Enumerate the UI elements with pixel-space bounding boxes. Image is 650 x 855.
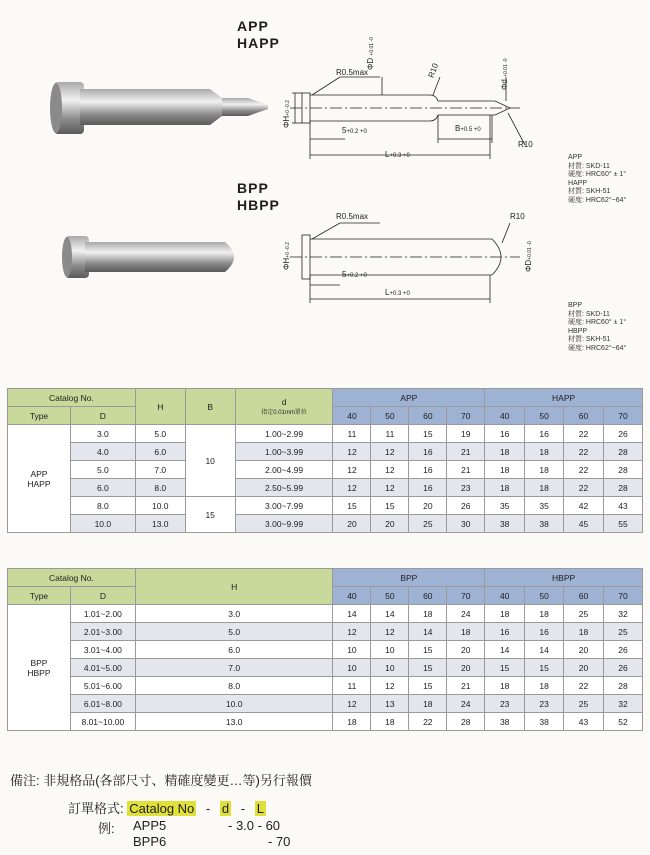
price-cell: 12	[371, 461, 409, 479]
table-row	[8, 515, 643, 533]
bpp-l-label: L+0.3 +0	[385, 288, 410, 297]
price-cell: 24	[447, 695, 485, 713]
bpp-phiH-label: ΦH+0 -0.2	[282, 242, 291, 270]
price-cell: 18	[333, 713, 371, 731]
dia-cell: 3.0	[70, 425, 135, 443]
h-header: H	[135, 569, 333, 605]
h-cell: 13.0	[135, 515, 185, 533]
price-cell: 25	[604, 623, 643, 641]
dia-header: D	[70, 407, 135, 425]
app-happ-table	[7, 388, 643, 533]
d-cell: 3.00~7.99	[235, 497, 333, 515]
len-header: 60	[409, 407, 447, 425]
price-cell: 35	[485, 497, 525, 515]
dia-cell: 8.0	[70, 497, 135, 515]
price-cell: 14	[371, 605, 409, 623]
len-header: 60	[564, 587, 604, 605]
r10-label-a: R10	[426, 62, 441, 79]
price-cell: 45	[564, 515, 604, 533]
price-cell: 12	[371, 623, 409, 641]
d-cell: 2.50~5.99	[235, 479, 333, 497]
price-cell: 14	[485, 641, 525, 659]
bpp-material-note: BPP 材質: SKD-11 硬度: HRC60° ± 1° HBPP 材質: SKH-51 硬度: HRC62°~64°	[568, 302, 627, 352]
bpp-pin-image	[55, 232, 245, 282]
price-cell: 11	[333, 425, 371, 443]
dia-cell: 8.01~10.00	[70, 713, 135, 731]
price-cell: 16	[525, 425, 564, 443]
price-cell: 15	[485, 659, 525, 677]
bpp-r10-label: R10	[510, 212, 525, 221]
phiH-label: ΦH+0 -0.2	[282, 100, 291, 128]
dia-cell: 2.01~3.00	[70, 623, 135, 641]
dia-cell: 6.01~8.00	[70, 695, 135, 713]
group-bpp-header: BPP	[333, 569, 485, 587]
len-header: 70	[604, 407, 643, 425]
catalog-header: Catalog No.	[8, 569, 136, 587]
price-cell: 30	[447, 515, 485, 533]
example-label: 例:	[98, 821, 115, 836]
price-cell: 12	[333, 479, 371, 497]
price-cell: 26	[604, 659, 643, 677]
price-cell: 12	[371, 479, 409, 497]
price-cell: 14	[409, 623, 447, 641]
price-cell: 19	[447, 425, 485, 443]
price-cell: 52	[604, 713, 643, 731]
type-header: Type	[8, 587, 71, 605]
order-d-box: d	[221, 801, 230, 816]
table-row	[8, 497, 643, 515]
price-cell: 10	[333, 641, 371, 659]
len-header: 70	[447, 407, 485, 425]
price-cell: 11	[333, 677, 371, 695]
len-header: 40	[333, 587, 371, 605]
price-cell: 43	[604, 497, 643, 515]
price-cell: 12	[371, 677, 409, 695]
h-cell: 7.0	[135, 461, 185, 479]
price-cell: 38	[485, 713, 525, 731]
h-cell: 8.0	[135, 479, 185, 497]
price-cell: 55	[604, 515, 643, 533]
order-l-box: L	[256, 801, 264, 816]
price-cell: 15	[333, 497, 371, 515]
price-cell: 25	[564, 695, 604, 713]
price-cell: 12	[371, 443, 409, 461]
h-cell: 6.0	[135, 443, 185, 461]
phid-label: Φd +0.01 -0	[500, 58, 509, 90]
dia-header: D	[70, 587, 135, 605]
price-cell: 20	[333, 515, 371, 533]
price-cell: 23	[485, 695, 525, 713]
order-catalog-box: Catalog No	[129, 801, 195, 816]
price-cell: 20	[371, 515, 409, 533]
price-cell: 21	[447, 677, 485, 695]
b-header: B	[185, 389, 235, 425]
price-cell: 18	[525, 461, 564, 479]
dia-cell: 10.0	[70, 515, 135, 533]
price-cell: 14	[525, 641, 564, 659]
len-header: 50	[371, 407, 409, 425]
price-cell: 12	[333, 623, 371, 641]
dia-cell: 4.01~5.00	[70, 659, 135, 677]
price-cell: 15	[525, 659, 564, 677]
price-cell: 18	[485, 443, 525, 461]
table-row	[8, 443, 643, 461]
price-cell: 25	[409, 515, 447, 533]
price-cell: 18	[564, 623, 604, 641]
price-cell: 18	[409, 695, 447, 713]
example-1-name: APP5	[133, 818, 167, 833]
type-cell: APP HAPP	[8, 425, 71, 533]
price-cell: 28	[604, 677, 643, 695]
catalog-header: Catalog No.	[8, 389, 136, 407]
price-cell: 11	[371, 425, 409, 443]
price-cell: 18	[525, 605, 564, 623]
price-cell: 16	[409, 461, 447, 479]
price-cell: 12	[333, 695, 371, 713]
price-cell: 20	[447, 641, 485, 659]
price-cell: 18	[485, 461, 525, 479]
table-row	[8, 461, 643, 479]
price-cell: 18	[525, 443, 564, 461]
price-cell: 22	[564, 677, 604, 695]
price-cell: 15	[409, 425, 447, 443]
price-cell: 16	[485, 623, 525, 641]
price-cell: 13	[371, 695, 409, 713]
price-cell: 38	[525, 515, 564, 533]
type-header: Type	[8, 407, 71, 425]
table-row	[8, 695, 643, 713]
price-cell: 10	[371, 659, 409, 677]
l-label: L+0.3 +0	[385, 150, 410, 159]
price-cell: 26	[604, 425, 643, 443]
price-cell: 28	[604, 461, 643, 479]
h-cell: 10.0	[135, 497, 185, 515]
len-header: 40	[485, 587, 525, 605]
b-cell: 10	[185, 425, 235, 497]
price-cell: 22	[564, 425, 604, 443]
bpp-drawing	[270, 215, 550, 305]
h-cell: 5.0	[135, 425, 185, 443]
price-cell: 22	[564, 443, 604, 461]
price-cell: 21	[447, 461, 485, 479]
price-cell: 12	[333, 461, 371, 479]
example-2-value: - 70	[268, 834, 291, 849]
price-cell: 38	[485, 515, 525, 533]
len-header: 60	[409, 587, 447, 605]
len-header: 40	[485, 407, 525, 425]
price-cell: 16	[409, 479, 447, 497]
bpp-phiD-label: ΦD+0.01 -0	[524, 241, 533, 272]
h-cell: 6.0	[135, 641, 333, 659]
price-cell: 15	[409, 677, 447, 695]
dia-cell: 6.0	[70, 479, 135, 497]
b-label: B+0.5 +0	[455, 124, 481, 133]
price-cell: 18	[485, 605, 525, 623]
price-cell: 28	[447, 713, 485, 731]
dia-cell: 5.01~6.00	[70, 677, 135, 695]
order-dash: -	[240, 801, 246, 816]
h-cell: 3.0	[135, 605, 333, 623]
price-cell: 22	[409, 713, 447, 731]
len-header: 70	[447, 587, 485, 605]
app-pin-image	[40, 80, 270, 140]
price-cell: 16	[485, 425, 525, 443]
price-cell: 10	[371, 641, 409, 659]
group-app-header: APP	[333, 389, 485, 407]
price-cell: 42	[564, 497, 604, 515]
price-cell: 22	[564, 479, 604, 497]
bpp-r05-label: R0.5max	[336, 212, 369, 221]
d-cell: 1.00~2.99	[235, 425, 333, 443]
price-cell: 10	[333, 659, 371, 677]
price-cell: 12	[333, 443, 371, 461]
app-material-note: APP 材質: SKD-11 硬度: HRC60° ± 1° HAPP 材質: SKH-51 硬度: HRC62°~64°	[568, 154, 627, 204]
price-cell: 23	[447, 479, 485, 497]
len-header: 50	[525, 407, 564, 425]
price-cell: 32	[604, 695, 643, 713]
price-cell: 24	[447, 605, 485, 623]
phiD-label: ΦD +0.01 -0	[366, 37, 375, 70]
d-cell: 1.00~3.99	[235, 443, 333, 461]
dia-cell: 5.0	[70, 461, 135, 479]
price-cell: 18	[485, 677, 525, 695]
price-cell: 28	[604, 443, 643, 461]
d-header: d 指定0.01mm單位	[235, 389, 333, 425]
price-cell: 28	[604, 479, 643, 497]
price-cell: 20	[447, 659, 485, 677]
price-cell: 26	[604, 641, 643, 659]
price-cell: 26	[447, 497, 485, 515]
len-header: 50	[371, 587, 409, 605]
r05-label: R0.5max	[336, 68, 369, 77]
table-row	[8, 425, 643, 443]
b-cell: 15	[185, 497, 235, 533]
d-cell: 2.00~4.99	[235, 461, 333, 479]
dia-cell: 1.01~2.00	[70, 605, 135, 623]
price-cell: 25	[564, 605, 604, 623]
dia-cell: 4.0	[70, 443, 135, 461]
five-label: 5+0.2 +0	[342, 126, 367, 135]
table-row	[8, 659, 643, 677]
order-dash: -	[205, 801, 211, 816]
bpp-five-label: 5+0.2 +0	[342, 270, 367, 279]
h-cell: 8.0	[135, 677, 333, 695]
price-cell: 35	[525, 497, 564, 515]
price-cell: 18	[525, 677, 564, 695]
bpp-hbpp-table	[7, 568, 643, 731]
price-cell: 18	[485, 479, 525, 497]
price-cell: 16	[525, 623, 564, 641]
price-cell: 20	[409, 497, 447, 515]
group-hbpp-header: HBPP	[485, 569, 643, 587]
order-format	[68, 798, 266, 817]
price-cell: 18	[525, 479, 564, 497]
type-cell: BPP HBPP	[8, 605, 71, 731]
app-title: APP HAPP	[237, 18, 280, 51]
h-cell: 7.0	[135, 659, 333, 677]
price-cell: 22	[564, 461, 604, 479]
len-header: 70	[604, 587, 643, 605]
dia-cell: 3.01~4.00	[70, 641, 135, 659]
h-header: H	[135, 389, 185, 425]
table-row	[8, 641, 643, 659]
table-row	[8, 623, 643, 641]
price-cell: 15	[409, 659, 447, 677]
price-cell: 16	[409, 443, 447, 461]
price-cell: 20	[564, 659, 604, 677]
len-header: 60	[564, 407, 604, 425]
order-format-label: 訂單格式:	[68, 801, 124, 816]
price-cell: 43	[564, 713, 604, 731]
price-cell: 21	[447, 443, 485, 461]
d-cell: 3.00~9.99	[235, 515, 333, 533]
table-row	[8, 479, 643, 497]
table-row	[8, 713, 643, 731]
price-cell: 38	[525, 713, 564, 731]
r10-label-b: R10	[518, 140, 533, 149]
bpp-title: BPP HBPP	[237, 180, 280, 213]
price-cell: 15	[371, 497, 409, 515]
remark-note: 備注: 非規格品(各部尺寸、精確度變更…等)另行報價	[10, 773, 312, 788]
price-cell: 23	[525, 695, 564, 713]
price-cell: 15	[409, 641, 447, 659]
h-cell: 5.0	[135, 623, 333, 641]
h-cell: 13.0	[135, 713, 333, 731]
example-2-name: BPP6	[133, 834, 167, 849]
table-row	[8, 605, 643, 623]
h-cell: 10.0	[135, 695, 333, 713]
example-1-value: - 3.0 - 60	[228, 818, 281, 833]
group-happ-header: HAPP	[485, 389, 643, 407]
price-cell: 18	[409, 605, 447, 623]
table-row	[8, 677, 643, 695]
price-cell: 14	[333, 605, 371, 623]
len-header: 50	[525, 587, 564, 605]
price-cell: 18	[447, 623, 485, 641]
len-header: 40	[333, 407, 371, 425]
price-cell: 32	[604, 605, 643, 623]
price-cell: 20	[564, 641, 604, 659]
app-drawing	[270, 55, 560, 175]
price-cell: 18	[371, 713, 409, 731]
